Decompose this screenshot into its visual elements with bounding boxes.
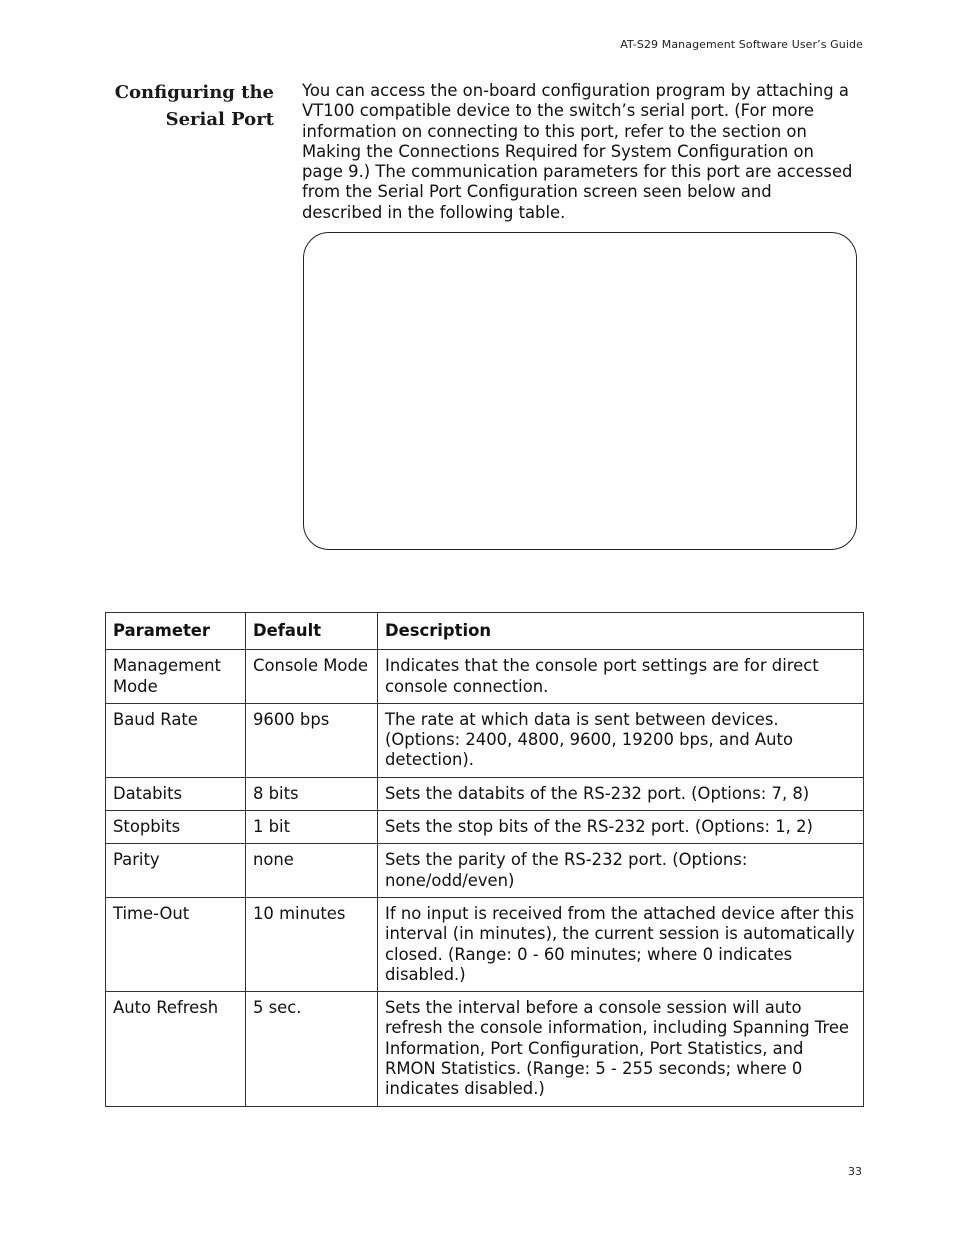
parameter-cell: Stopbits [106, 811, 246, 844]
default-cell: Console Mode [246, 650, 378, 704]
description-cell: If no input is received from the attached device after this interval (in minutes), the current session is automatically closed. (Range: 0 - 60 minutes; where 0 indicates disabled.) [378, 897, 864, 991]
default-cell: none [246, 844, 378, 898]
table-row [106, 703, 864, 777]
table-row [106, 650, 864, 704]
parameter-cell: Auto Refresh [106, 992, 246, 1106]
serial-port-parameters-table [105, 612, 864, 1107]
description-cell: Sets the databits of the RS-232 port. (Options: 7, 8) [378, 777, 864, 810]
section-heading [80, 79, 274, 133]
description-cell: Sets the parity of the RS-232 port. (Options: none/odd/even) [378, 844, 864, 898]
default-cell: 10 minutes [246, 897, 378, 991]
table-row [106, 811, 864, 844]
parameter-cell: Baud Rate [106, 703, 246, 777]
table-row [106, 992, 864, 1106]
default-cell: 8 bits [246, 777, 378, 810]
running-header: AT-S29 Management Software User’s Guide [620, 38, 863, 51]
parameter-cell: Parity [106, 844, 246, 898]
section-heading-line-1: Configuring the [114, 82, 274, 103]
description-cell: Indicates that the console port settings are for direct console connection. [378, 650, 864, 704]
parameter-cell: Management Mode [106, 650, 246, 704]
default-cell: 9600 bps [246, 703, 378, 777]
default-cell: 5 sec. [246, 992, 378, 1106]
parameter-cell: Databits [106, 777, 246, 810]
parameter-cell: Time-Out [106, 897, 246, 991]
table-row [106, 897, 864, 991]
column-header-parameter: Parameter [106, 613, 246, 650]
table-row [106, 844, 864, 898]
default-cell: 1 bit [246, 811, 378, 844]
section-heading-line-2: Serial Port [165, 109, 274, 130]
table-row [106, 777, 864, 810]
column-header-description: Description [378, 613, 864, 650]
column-header-default: Default [246, 613, 378, 650]
serial-port-screen-placeholder [303, 232, 857, 550]
description-cell: The rate at which data is sent between devices. (Options: 2400, 4800, 9600, 19200 bps, and Auto detection). [378, 703, 864, 777]
table-header-row [106, 613, 864, 650]
page-number: 33 [848, 1165, 862, 1178]
description-cell: Sets the interval before a console session will auto refresh the console information, including Spanning Tree Information, Port Configuration, Port Statistics, and RMON Statistics. (Range: 5 - 255 seconds; where 0 indicates disabled.) [378, 992, 864, 1106]
intro-paragraph: You can access the on-board configuration program by attaching a VT100 compatible device to the switch’s serial port. (For more information on connecting to this port, refer to the section on Making the Connections Required for System Configuration on page 9.) The communication parameters for this port are accessed from the Serial Port Configuration screen seen below and described in the following table. [302, 81, 853, 222]
description-cell: Sets the stop bits of the RS-232 port. (Options: 1, 2) [378, 811, 864, 844]
